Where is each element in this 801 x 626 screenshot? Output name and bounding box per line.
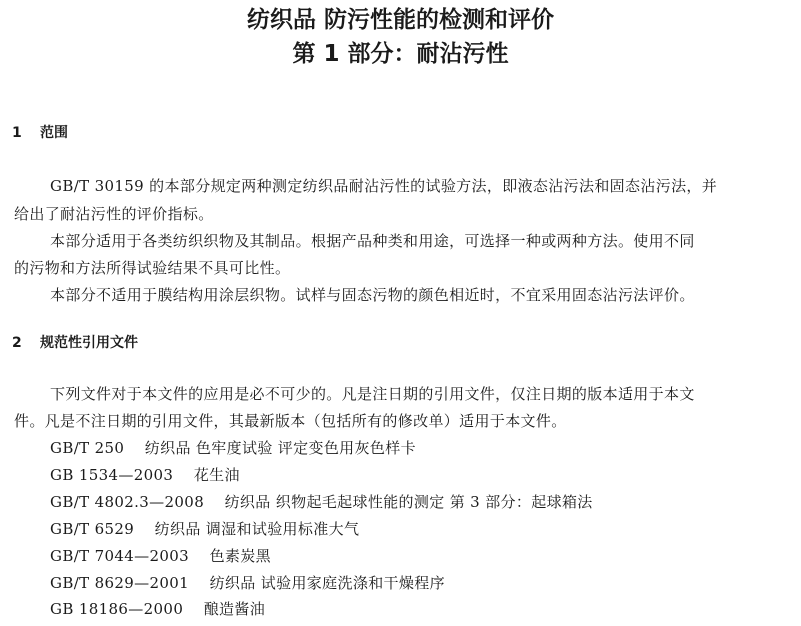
- reference-code: GB/T 4802.3—2008: [50, 493, 205, 511]
- reference-item: [50, 546, 271, 566]
- reference-title: 纺织品 试验用家庭洗涤和干燥程序: [209, 574, 445, 592]
- paragraph-line: 本部分适用于各类纺织织物及其制品。根据产品种类和用途，可选择一种或两种方法。使用不同: [50, 232, 695, 250]
- reference-code: GB/T 6529: [50, 520, 135, 538]
- reference-item: [50, 438, 416, 458]
- section-number: 2: [12, 335, 22, 351]
- reference-title: 花生油: [193, 466, 240, 484]
- reference-item: [50, 492, 593, 512]
- paragraph-line: 给出了耐沾污性的评价指标。: [14, 205, 214, 223]
- reference-title: 纺织品 织物起毛起球性能的测定 第 3 部分：起球箱法: [224, 493, 593, 511]
- reference-item: [50, 465, 240, 485]
- reference-code: GB 18186—2000: [50, 600, 184, 618]
- reference-title: 酿造酱油: [203, 600, 266, 618]
- reference-code: GB 1534—2003: [50, 466, 174, 484]
- section-heading-normative-references: [12, 333, 138, 353]
- paragraph-line: 下列文件对于本文件的应用是必不可少的。凡是注日期的引用文件，仅注日期的版本适用于本文: [50, 385, 695, 403]
- paragraph-line: GB/T 30159 的本部分规定两种测定纺织品耐沾污性的试验方法，即液态沾污法和固态沾污法，并: [50, 177, 718, 195]
- reference-code: GB/T 7044—2003: [50, 547, 190, 565]
- document-title-line-2: 第 1 部分：耐沾污性: [292, 41, 509, 67]
- reference-code: GB/T 8629—2001: [50, 574, 190, 592]
- paragraph-line: 本部分不适用于膜结构用涂层织物。试样与固态污物的颜色相近时，不宜采用固态沾污法评价。: [50, 286, 695, 304]
- reference-title: 纺织品 色牢度试验 评定变色用灰色样卡: [144, 439, 416, 457]
- reference-code: GB/T 250: [50, 439, 125, 457]
- paragraph-line: 件。凡是不注日期的引用文件，其最新版本（包括所有的修改单）适用于本文件。: [14, 412, 567, 430]
- reference-title: 纺织品 调湿和试验用标准大气: [154, 520, 360, 538]
- reference-item: [50, 573, 445, 593]
- reference-title: 色素炭黑: [209, 547, 271, 565]
- section-heading-text: 范围: [40, 125, 68, 141]
- reference-item: [50, 519, 359, 539]
- section-heading-scope: [12, 123, 68, 143]
- section-heading-text: 规范性引用文件: [40, 335, 138, 351]
- document-title-line-1: 纺织品 防污性能的检测和评价: [246, 7, 554, 33]
- reference-item: [50, 599, 265, 619]
- section-number: 1: [12, 125, 22, 141]
- paragraph-line: 的污物和方法所得试验结果不具可比性。: [14, 259, 291, 277]
